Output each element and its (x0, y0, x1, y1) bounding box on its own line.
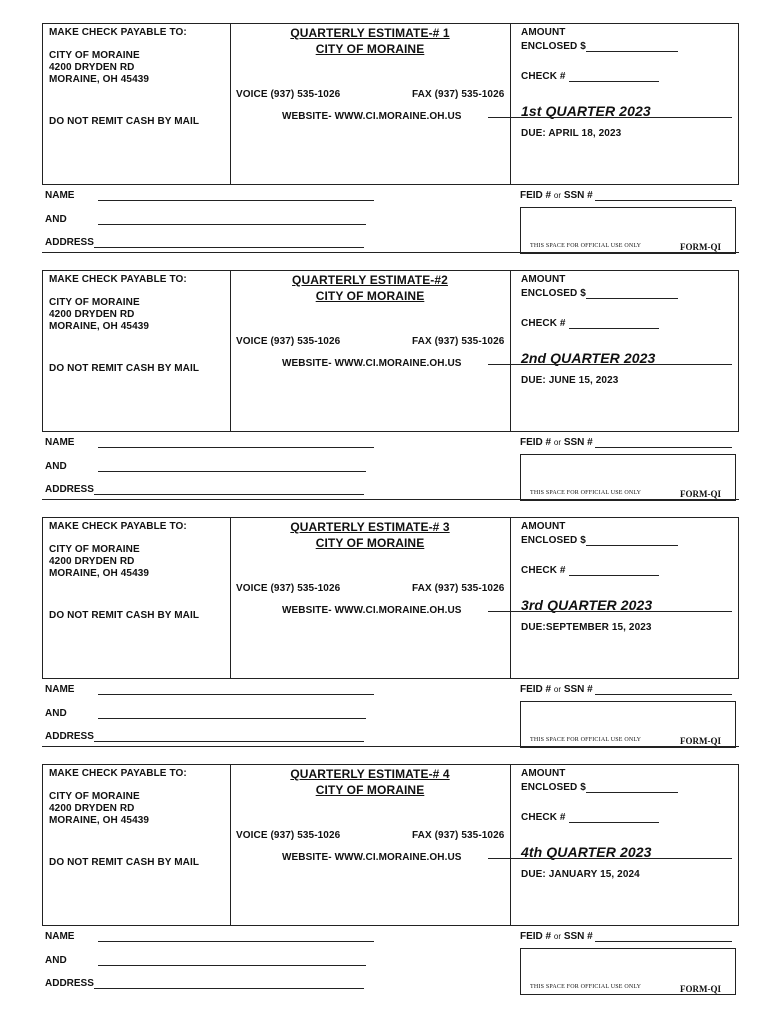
address-label: ADDRESS (45, 484, 94, 495)
form-code: FORM-QI (680, 242, 721, 252)
payee-city: CITY OF MORAINE (49, 297, 140, 308)
payable-to-label: MAKE CHECK PAYABLE TO: (49, 274, 187, 285)
amount-label: AMOUNT (521, 27, 566, 38)
amount-label: AMOUNT (521, 768, 566, 779)
quarter-label: 3rd QUARTER 2023 (521, 597, 653, 613)
payee-column (43, 518, 231, 678)
and-field[interactable] (98, 214, 366, 225)
check-row (521, 812, 659, 823)
enclosed-label: ENCLOSED $ (521, 535, 586, 546)
amount-label: AMOUNT (521, 521, 566, 532)
payee-city-state: MORAINE, OH 45439 (49, 74, 150, 85)
title-column (230, 24, 511, 184)
payee-street: 4200 DRYDEN RD (49, 62, 135, 73)
no-cash-notice: DO NOT REMIT CASH BY MAIL (49, 857, 200, 868)
quarterly-voucher (0, 23, 770, 270)
form-title: QUARTERLY ESTIMATE-# 1 (290, 26, 450, 40)
feid-label: FEID # (520, 190, 552, 201)
feid-ssn-field[interactable] (595, 684, 732, 695)
voucher-header-box (42, 517, 739, 679)
payment-divider (488, 611, 732, 612)
quarter-label: 4th QUARTER 2023 (521, 844, 652, 860)
quarter-label: 1st QUARTER 2023 (521, 103, 651, 119)
title-column (230, 765, 511, 925)
check-row (521, 71, 659, 82)
quarterly-voucher (0, 517, 770, 764)
payee-street: 4200 DRYDEN RD (49, 309, 135, 320)
form-title: QUARTERLY ESTIMATE-# 4 (290, 767, 450, 781)
and-row (45, 955, 366, 966)
payee-column (43, 271, 231, 431)
voucher-header-box (42, 23, 739, 185)
payment-column (511, 518, 738, 678)
form-code: FORM-QI (680, 736, 721, 746)
payee-column (43, 24, 231, 184)
payee-city: CITY OF MORAINE (49, 50, 140, 61)
due-date: DUE: APRIL 18, 2023 (521, 128, 622, 139)
title-column (230, 271, 511, 431)
due-date: DUE:SEPTEMBER 15, 2023 (521, 622, 652, 633)
address-field[interactable] (94, 237, 364, 248)
quarterly-voucher (0, 764, 770, 1011)
feid-ssn-field[interactable] (595, 931, 732, 942)
amount-enclosed-row (521, 782, 678, 793)
feid-ssn-row (520, 437, 732, 448)
voice-phone: VOICE (937) 535-1026 (236, 583, 341, 594)
check-row (521, 318, 659, 329)
check-number-field[interactable] (569, 71, 659, 82)
check-label: CHECK # (521, 565, 566, 576)
address-label: ADDRESS (45, 978, 94, 989)
address-row (45, 978, 364, 989)
payee-city-state: MORAINE, OH 45439 (49, 321, 150, 332)
address-row (45, 237, 364, 248)
form-subtitle: CITY OF MORAINE (315, 42, 425, 56)
address-field[interactable] (94, 978, 364, 989)
fax-number: FAX (937) 535-1026 (412, 583, 505, 594)
fax-number: FAX (937) 535-1026 (412, 336, 505, 347)
feid-label: FEID # (520, 437, 552, 448)
name-label: NAME (45, 190, 75, 201)
payment-column (511, 765, 738, 925)
voucher-header-box (42, 764, 739, 926)
ssn-label: SSN # (563, 931, 593, 942)
feid-label: FEID # (520, 684, 552, 695)
official-use-label: THIS SPACE FOR OFFICIAL USE ONLY (530, 490, 642, 496)
fax-number: FAX (937) 535-1026 (412, 89, 505, 100)
or-label: or (553, 685, 562, 694)
voice-phone: VOICE (937) 535-1026 (236, 830, 341, 841)
and-label: AND (45, 461, 67, 472)
address-row (45, 484, 364, 495)
due-date: DUE: JUNE 15, 2023 (521, 375, 619, 386)
no-cash-notice: DO NOT REMIT CASH BY MAIL (49, 610, 200, 621)
website-link[interactable]: WEBSITE- WWW.CI.MORAINE.OH.US (282, 605, 462, 616)
feid-label: FEID # (520, 931, 552, 942)
form-subtitle: CITY OF MORAINE (315, 536, 425, 550)
address-label: ADDRESS (45, 237, 94, 248)
payee-street: 4200 DRYDEN RD (49, 556, 135, 567)
payment-divider (488, 858, 732, 859)
no-cash-notice: DO NOT REMIT CASH BY MAIL (49, 363, 200, 374)
amount-label: AMOUNT (521, 274, 566, 285)
amount-field[interactable] (586, 535, 678, 546)
or-label: or (553, 438, 562, 447)
and-label: AND (45, 214, 67, 225)
form-title: QUARTERLY ESTIMATE-# 3 (290, 520, 450, 534)
feid-ssn-field[interactable] (595, 190, 732, 201)
feid-ssn-field[interactable] (595, 437, 732, 448)
and-field[interactable] (98, 708, 366, 719)
amount-enclosed-row (521, 288, 678, 299)
form-subtitle: CITY OF MORAINE (315, 783, 425, 797)
feid-ssn-row (520, 931, 732, 942)
and-label: AND (45, 955, 67, 966)
payee-street: 4200 DRYDEN RD (49, 803, 135, 814)
quarter-label: 2nd QUARTER 2023 (521, 350, 656, 366)
no-cash-notice: DO NOT REMIT CASH BY MAIL (49, 116, 200, 127)
form-title: QUARTERLY ESTIMATE-#2 (292, 273, 448, 287)
name-row (45, 190, 374, 201)
address-field[interactable] (94, 731, 364, 742)
form-subtitle: CITY OF MORAINE (315, 289, 425, 303)
official-use-label: THIS SPACE FOR OFFICIAL USE ONLY (530, 984, 642, 990)
form-divider-line (42, 499, 739, 500)
voice-phone: VOICE (937) 535-1026 (236, 336, 341, 347)
ssn-label: SSN # (563, 190, 593, 201)
check-label: CHECK # (521, 71, 566, 82)
website-link[interactable]: WEBSITE- WWW.CI.MORAINE.OH.US (282, 358, 462, 369)
payment-divider (488, 364, 732, 365)
or-label: or (553, 932, 562, 941)
payee-city: CITY OF MORAINE (49, 791, 140, 802)
and-field[interactable] (98, 955, 366, 966)
check-row (521, 565, 659, 576)
name-label: NAME (45, 684, 75, 695)
website-link[interactable]: WEBSITE- WWW.CI.MORAINE.OH.US (282, 852, 462, 863)
check-number-field[interactable] (569, 318, 659, 329)
name-row (45, 931, 374, 942)
name-label: NAME (45, 931, 75, 942)
address-field[interactable] (94, 484, 364, 495)
amount-field[interactable] (586, 41, 678, 52)
feid-ssn-row (520, 684, 732, 695)
amount-field[interactable] (586, 782, 678, 793)
and-field[interactable] (98, 461, 366, 472)
ssn-label: SSN # (563, 684, 593, 695)
name-row (45, 437, 374, 448)
and-label: AND (45, 708, 67, 719)
name-label: NAME (45, 437, 75, 448)
voice-phone: VOICE (937) 535-1026 (236, 89, 341, 100)
enclosed-label: ENCLOSED $ (521, 41, 586, 52)
address-label: ADDRESS (45, 731, 94, 742)
amount-enclosed-row (521, 41, 678, 52)
amount-field[interactable] (586, 288, 678, 299)
name-row (45, 684, 374, 695)
payment-column (511, 24, 738, 184)
payment-column (511, 271, 738, 431)
title-column (230, 518, 511, 678)
or-label: or (553, 191, 562, 200)
payee-city-state: MORAINE, OH 45439 (49, 815, 150, 826)
website-link[interactable]: WEBSITE- WWW.CI.MORAINE.OH.US (282, 111, 462, 122)
and-row (45, 708, 366, 719)
payee-city-state: MORAINE, OH 45439 (49, 568, 150, 579)
check-number-field[interactable] (569, 812, 659, 823)
name-field[interactable] (98, 684, 374, 695)
payable-to-label: MAKE CHECK PAYABLE TO: (49, 768, 187, 779)
and-row (45, 214, 366, 225)
form-code: FORM-QI (680, 489, 721, 499)
official-use-label: THIS SPACE FOR OFFICIAL USE ONLY (530, 243, 642, 249)
check-number-field[interactable] (569, 565, 659, 576)
voucher-header-box (42, 270, 739, 432)
payee-column (43, 765, 231, 925)
official-use-label: THIS SPACE FOR OFFICIAL USE ONLY (530, 737, 642, 743)
enclosed-label: ENCLOSED $ (521, 288, 586, 299)
quarterly-voucher (0, 270, 770, 517)
check-label: CHECK # (521, 812, 566, 823)
due-date: DUE: JANUARY 15, 2024 (521, 869, 640, 880)
payable-to-label: MAKE CHECK PAYABLE TO: (49, 521, 187, 532)
name-field[interactable] (98, 190, 374, 201)
address-row (45, 731, 364, 742)
ssn-label: SSN # (563, 437, 593, 448)
payee-city: CITY OF MORAINE (49, 544, 140, 555)
payment-divider (488, 117, 732, 118)
feid-ssn-row (520, 190, 732, 201)
and-row (45, 461, 366, 472)
name-field[interactable] (98, 931, 374, 942)
fax-number: FAX (937) 535-1026 (412, 830, 505, 841)
payable-to-label: MAKE CHECK PAYABLE TO: (49, 27, 187, 38)
check-label: CHECK # (521, 318, 566, 329)
form-code: FORM-QI (680, 984, 721, 994)
form-divider-line (42, 252, 739, 253)
amount-enclosed-row (521, 535, 678, 546)
enclosed-label: ENCLOSED $ (521, 782, 586, 793)
name-field[interactable] (98, 437, 374, 448)
form-divider-line (42, 746, 739, 747)
